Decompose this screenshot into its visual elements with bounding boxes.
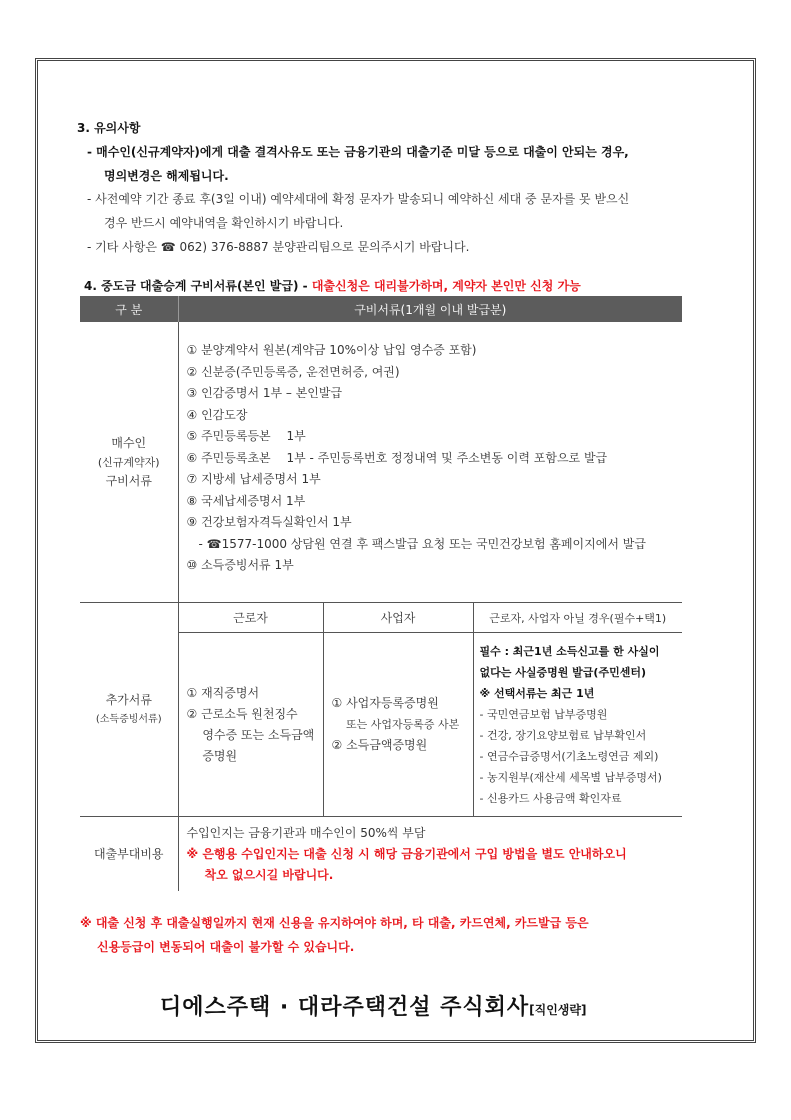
list-item: - 건강, 장기요양보험료 납부확인서	[479, 728, 647, 742]
buyer-label-sub: (신규계약자)	[97, 455, 160, 469]
list-item: ① 분양계약서 원본(계약금 10%이상 납입 영수증 포함)	[186, 343, 477, 357]
list-item: ⑧ 국세납세증명서 1부	[186, 493, 306, 508]
list-item: ③ 인감증명서 1부 – 본인발급	[186, 386, 343, 400]
cost-line2: ※ 은행용 수입인지는 대출 신청 시 해당 금융기관에서 구입 방법을 별도 안내하오니	[186, 846, 627, 861]
list-item: ② 신분증(주민등록증, 운전면허증, 여권)	[186, 364, 400, 379]
list-item: ⑨ 건강보험자격득실확인서 1부	[186, 515, 352, 529]
buyer-label: 매수인	[111, 435, 147, 450]
list-item: - 연금수급증명서(기초노령연금 제외)	[479, 749, 659, 763]
header-documents: 구비서류(1개월 이내 발급분)	[178, 296, 682, 322]
list-item: ⑥ 주민등록초본 1부 - 주민등록번호 정정내역 및 주소변동 이력 포함으로 발급	[186, 450, 608, 465]
list-item: ④ 인감도장	[186, 407, 248, 422]
section3-bullet2-line1: - 사전예약 기간 종료 후(3일 이내) 예약세대에 확정 문자가 발송되니 예약하신 세대 중 문자를 못 받으신	[87, 192, 630, 206]
cost-label: 대출부대비용	[80, 817, 178, 892]
list-item: - ☎1577-1000 상담원 연결 후 팩스발급 요청 또는 국민건강보험 홈페이지에서 발급	[186, 536, 646, 551]
bottom-note-line2: 신용등급이 변동되어 대출이 불가할 수 있습니다.	[97, 940, 355, 954]
documents-table	[80, 296, 682, 891]
section4-title-warning: 대출신청은 대리불가하며, 계약자 본인만 신청 가능	[307, 279, 581, 293]
list-item: - 농지원부(재산세 세목별 납부증명서)	[479, 770, 662, 784]
company-name-text: 디에스주택 · 대라주택건설 주식회사	[160, 995, 530, 1020]
list-item: ⑦ 지방세 납세증명서 1부	[186, 472, 321, 486]
table-row-extra-header	[80, 603, 682, 633]
cost-line3: 착오 없으시길 바랍니다.	[204, 867, 334, 882]
cost-line1: 수입인지는 금융기관과 매수인이 50%씩 부담	[186, 825, 426, 840]
buyer-label-docs: 구비서류	[105, 473, 152, 488]
list-item: ② 소득금액증명원	[331, 738, 428, 752]
buyer-docs-cell	[178, 322, 682, 603]
extra-label-sub: (소득증빙서류)	[95, 713, 162, 725]
header-category: 구 분	[80, 296, 178, 322]
cost-cell	[178, 817, 682, 892]
section3-title: 3. 유의사항	[77, 121, 141, 135]
other-docs-cell	[473, 633, 682, 817]
company-name	[160, 990, 586, 1021]
table-header-row	[80, 296, 682, 322]
section4-title	[84, 277, 581, 294]
table-row-buyer	[80, 322, 682, 603]
section3-bullet1-line1: - 매수인(신규계약자)에게 대출 결격사유도 또는 금융기관의 대출기준 미달 등으로 대출이 안되는 경우,	[87, 145, 629, 159]
other-optional: ※ 선택서류는 최근 1년	[479, 686, 595, 700]
list-item: ① 재직증명서	[186, 685, 260, 700]
subheader-business: 사업자	[323, 603, 473, 633]
section3-bullet1-line2: 명의변경은 해제됩니다.	[104, 169, 229, 183]
subheader-worker: 근로자	[178, 603, 323, 633]
other-required-line1: 필수 : 최근1년 소득신고를 한 사실이	[479, 644, 660, 658]
business-docs-cell	[323, 633, 473, 817]
buyer-label-cell	[80, 322, 178, 603]
list-item: ⑤ 주민등록등본 1부	[186, 429, 306, 443]
subheader-other: 근로자, 사업자 아닐 경우(필수+택1)	[473, 603, 682, 633]
table-row-cost	[80, 817, 682, 892]
list-item: 또는 사업자등록증 사본	[331, 718, 460, 731]
list-item: - 국민연금보험 납부증명원	[479, 707, 608, 721]
extra-label-cell	[80, 603, 178, 817]
company-seal: [직인생략]	[529, 1003, 587, 1017]
section3-bullet2-line2: 경우 반드시 예약내역을 확인하시기 바랍니다.	[104, 216, 344, 230]
list-item: ② 근로소득 원천징수	[186, 706, 298, 721]
other-required-line2: 없다는 사실증명원 발급(주민센터)	[479, 665, 646, 679]
section3-bullet3: - 기타 사항은 ☎ 062) 376-8887 분양관리팀으로 문의주시기 바랍니다.	[87, 240, 470, 254]
list-item: ① 사업자등록증명원	[331, 696, 439, 710]
list-item: 증명원	[186, 748, 238, 763]
section4-title-text: 4. 중도금 대출승계 구비서류(본인 발급) -	[84, 279, 308, 293]
list-item: - 신용카드 사용금액 확인자료	[479, 791, 622, 805]
worker-docs-cell	[178, 633, 323, 817]
extra-label: 추가서류	[105, 692, 152, 707]
list-item: 영수증 또는 소득금액	[186, 727, 315, 742]
list-item: ⑩ 소득증빙서류 1부	[186, 558, 294, 572]
bottom-note-line1: ※ 대출 신청 후 대출실행일까지 현재 신용을 유지하여야 하며, 타 대출, 카드연체, 카드발급 등은	[80, 916, 589, 930]
